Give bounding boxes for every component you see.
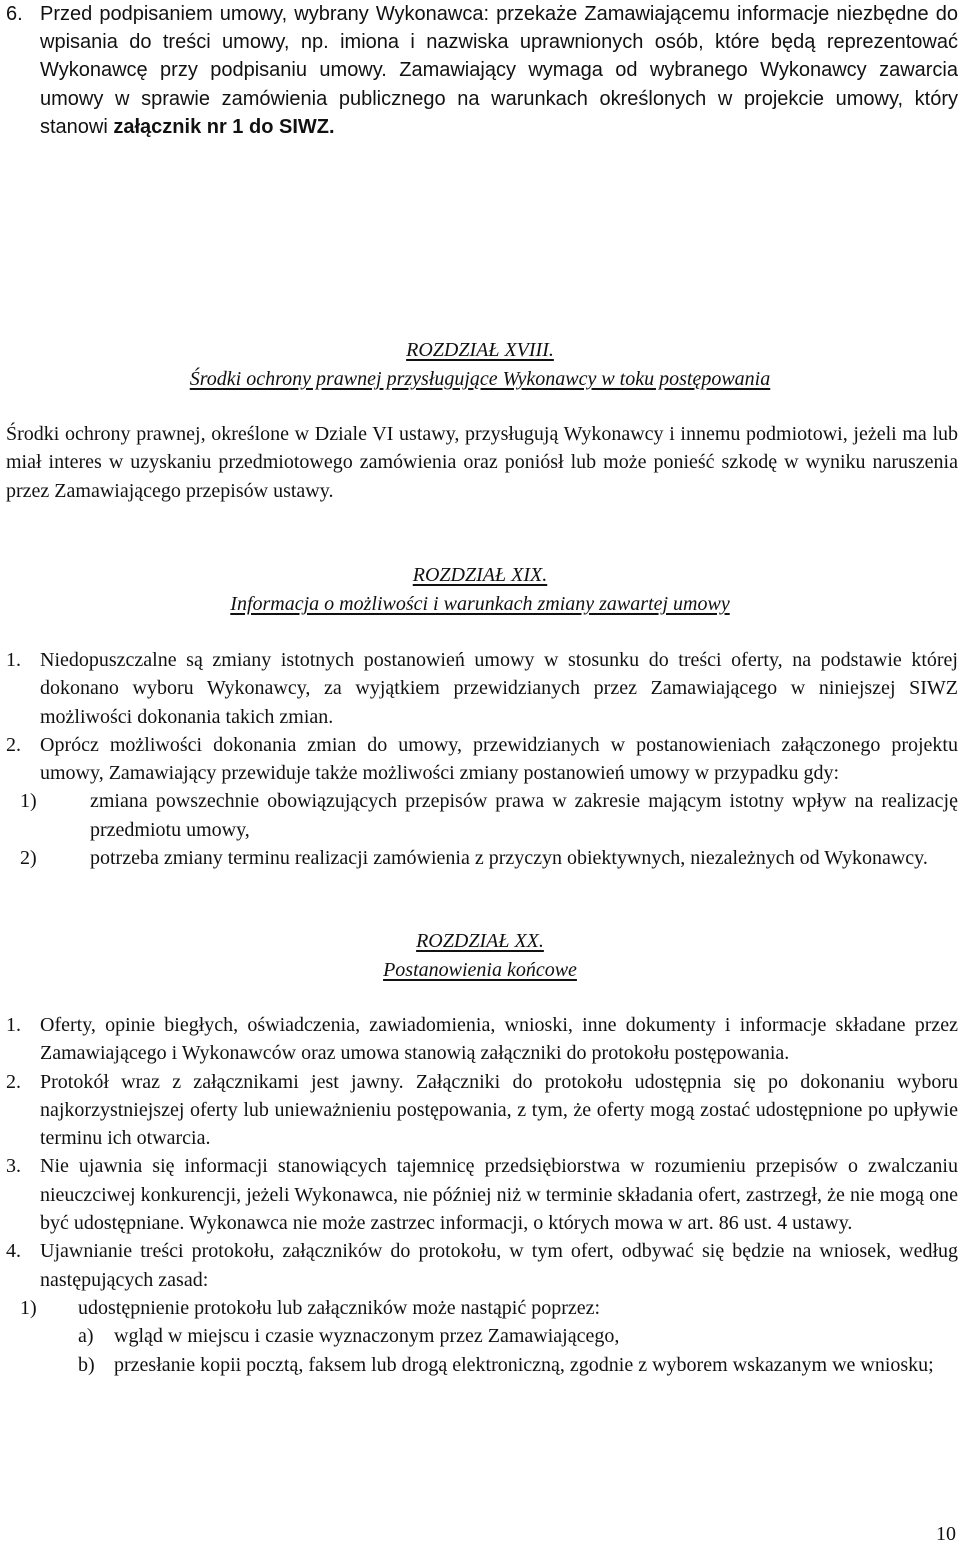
letter-text: przesłanie kopii pocztą, faksem lub drogą elektroniczną, zgodnie z wyborem wskazanym we wniosku;	[114, 1353, 934, 1376]
letter-number: a)	[78, 1325, 94, 1348]
chapter-20-title: Postanowienia końcowe	[383, 959, 577, 981]
list-letter-item	[6, 1322, 958, 1350]
subitem-text: udostępnienie protokołu lub załączników może nastąpić poprzez:	[78, 1296, 601, 1319]
chapter-19-number: ROZDZIAŁ XIX.	[412, 564, 548, 586]
item-number: 2.	[6, 733, 21, 756]
list-letter-item	[6, 1351, 958, 1379]
item-text: Nie ujawnia się informacji stanowiących tajemnicę przedsiębiorstwa w rozumieniu przepisów o zwalczaniu nieuczciwej konkurencji, jeżeli Wykonawca, nie później niż w terminie składania ofert, zastrzegł, że nie mogą one być udostępniane. Wykonawca nie może zastrzec informacji, o których mowa w art. 86 ust. 4 ustawy.	[40, 1155, 958, 1235]
list-subitem	[6, 787, 958, 844]
list-item	[6, 1068, 958, 1153]
list-subitem	[6, 1294, 958, 1322]
page-number: 10	[936, 1523, 956, 1545]
subitem-text: potrzeba zmiany terminu realizacji zamówienia z przyczyn obiektywnych, niezależnych od Wykonawcy.	[90, 847, 928, 870]
section-6-text: Przed podpisaniem umowy, wybrany Wykonawca: przekaże Zamawiającemu informacje niezbędne do wpisania do treści umowy, np. imiona i nazwiska uprawnionych osób, które będą reprezentować Wykonawcę przy podpisaniu umowy. Zamawiający wymaga od wybranego Wykonawcy zawarcia umowy w sprawie zamówienia publicznego na warunkach określonych w projekcie umowy, który stanowi	[40, 3, 958, 138]
item-text: Niedopuszczalne są zmiany istotnych postanowień umowy w stosunku do treści oferty, na podstawie której dokonano wyboru Wykonawcy, za wyjątkiem przewidzianych przez Zamawiającego w niniejszej SIWZ możliwości dokonania takich zmian.	[40, 649, 958, 728]
chapter-19-title: Informacja o możliwości i warunkach zmiany zawartej umowy	[230, 593, 730, 615]
list-item	[6, 1152, 958, 1237]
item-text: Ujawnianie treści protokołu, załączników do protokołu, w tym ofert, odbywać się będzie na wniosek, według następujących zasad:	[40, 1240, 958, 1291]
item-number: 4.	[6, 1240, 21, 1263]
chapter-18-paragraph: Środki ochrony prawnej, określone w Dziale VI ustawy, przysługują Wykonawcy i innemu podmiotowi, jeżeli ma lub miał interes w uzyskaniu przedmiotowego zamówienia oraz poniósł lub może ponieść szkodę w wyniku naruszenia przez Zamawiającego przepisów ustawy.	[6, 423, 958, 502]
item-text: Oferty, opinie biegłych, oświadczenia, zawiadomienia, wnioski, inne dokumenty i informacje składane przez Zamawiającego i Wykonawców oraz umowa stanowią załączniki do protokołu postępowania.	[40, 1014, 958, 1065]
item-text: Protokół wraz z załącznikami jest jawny. Załączniki do protokołu udostępnia się po dokonaniu wyboru najkorzystniejszej oferty lub unieważnieniu postępowania, z tym, że oferty mogą zostać udostępnione po upływie terminu ich otwarcia.	[40, 1070, 958, 1150]
subitem-number: 1)	[20, 1296, 37, 1319]
letter-text: wgląd w miejscu i czasie wyznaczonym przez Zamawiającego,	[114, 1325, 620, 1348]
list-item	[6, 1237, 958, 1294]
subitem-text: zmiana powszechnie obowiązujących przepisów prawa w zakresie mającym istotny wpływ na realizację przedmiotu umowy,	[90, 790, 958, 841]
list-subitem	[6, 844, 958, 872]
list-item	[6, 646, 958, 731]
list-item	[6, 1011, 958, 1068]
chapter-18-title: Środki ochrony prawnej przysługujące Wykonawcy w toku postępowania	[189, 368, 771, 390]
item-number: 1.	[6, 649, 21, 671]
item-number: 1.	[6, 1014, 21, 1036]
section-6-item	[6, 0, 958, 141]
attachment-reference: załącznik nr 1 do SIWZ.	[113, 115, 335, 138]
list-item	[6, 731, 958, 788]
chapter-19-list	[6, 646, 958, 872]
item-text: Oprócz możliwości dokonania zmian do umowy, przewidzianych w postanowieniach załączonego projektu umowy, Zamawiający przewiduje także możliwości zmiany postanowień umowy w przypadku gdy:	[40, 733, 958, 785]
subitem-number: 1)	[20, 790, 37, 813]
subitem-number: 2)	[20, 847, 37, 870]
item-text	[40, 0, 958, 141]
chapter-20-number: ROZDZIAŁ XX.	[416, 930, 544, 952]
chapter-20-list	[6, 1011, 958, 1379]
item-number: 2.	[6, 1070, 21, 1093]
letter-number: b)	[78, 1353, 95, 1376]
item-number: 3.	[6, 1155, 21, 1178]
chapter-18-number: ROZDZIAŁ XVIII.	[406, 339, 554, 361]
item-number: 6.	[6, 3, 23, 25]
